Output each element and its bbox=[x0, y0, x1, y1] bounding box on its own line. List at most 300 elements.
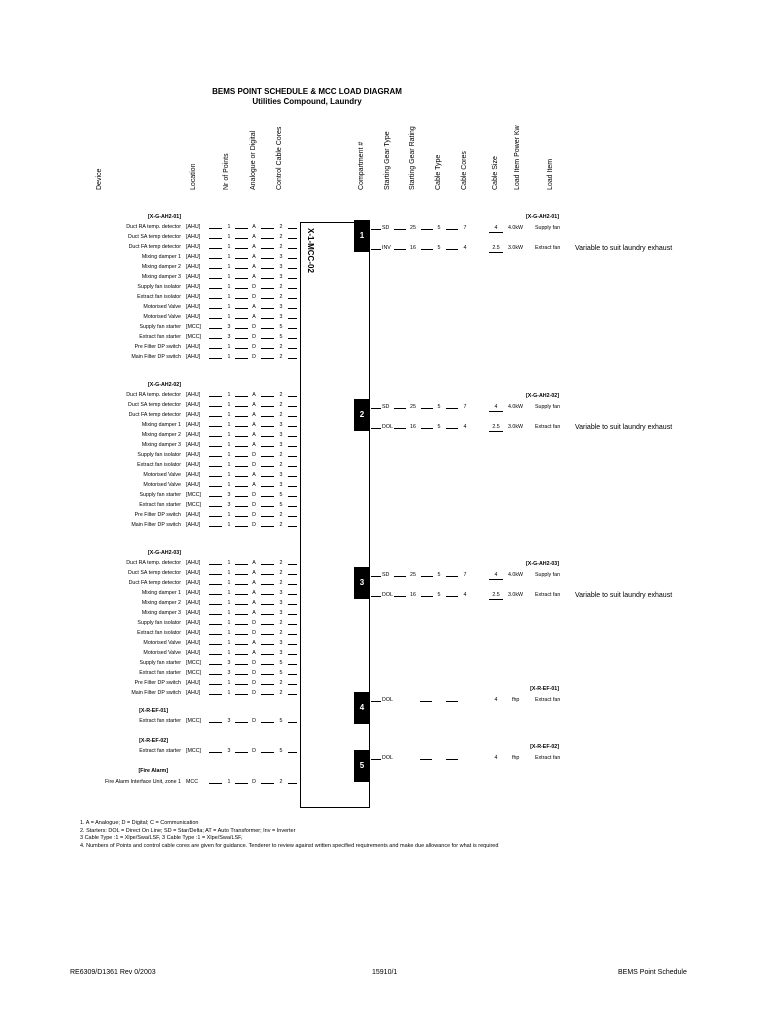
analogue-digital: A bbox=[252, 600, 256, 606]
analogue-digital: A bbox=[252, 472, 256, 478]
connector-line bbox=[209, 258, 222, 259]
connector-line bbox=[209, 348, 222, 349]
connector-line bbox=[288, 436, 297, 437]
connector-line bbox=[421, 596, 433, 597]
starting-gear-rating: 25 bbox=[410, 572, 416, 578]
connector-line bbox=[261, 654, 274, 655]
compartment-tag: [X-G-AH2-02] bbox=[526, 393, 559, 399]
control-cable-cores: 2 bbox=[279, 224, 283, 230]
feeder-line bbox=[371, 229, 381, 230]
nr-points: 1 bbox=[227, 294, 231, 300]
nr-points: 3 bbox=[227, 748, 231, 754]
connector-line bbox=[288, 614, 297, 615]
connector-line bbox=[261, 446, 274, 447]
connector-line bbox=[235, 752, 248, 753]
connector-line bbox=[446, 596, 458, 597]
connector-line bbox=[261, 258, 274, 259]
connector-line bbox=[209, 624, 222, 625]
connector-line bbox=[261, 574, 274, 575]
connector-line bbox=[209, 654, 222, 655]
connector-line bbox=[288, 318, 297, 319]
analogue-digital: A bbox=[252, 422, 256, 428]
connector-line bbox=[235, 298, 248, 299]
analogue-digital: D bbox=[252, 522, 256, 528]
group-tag: [Fire Alarm] bbox=[138, 768, 168, 774]
load-item: Extract fan bbox=[535, 245, 561, 251]
control-cable-cores: 5 bbox=[279, 492, 283, 498]
analogue-digital: D bbox=[252, 718, 256, 724]
location: [AHU] bbox=[186, 412, 201, 418]
control-cable-cores: 3 bbox=[279, 482, 283, 488]
connector-line bbox=[288, 446, 297, 447]
connector-line bbox=[288, 308, 297, 309]
location: MCC bbox=[186, 779, 199, 785]
compartment-marker: 1 bbox=[354, 220, 370, 252]
location: [AHU] bbox=[186, 402, 201, 408]
location: [AHU] bbox=[186, 452, 201, 458]
col-header-starting-gear-type: Starting Gear Type bbox=[384, 131, 391, 190]
connector-line bbox=[235, 436, 248, 437]
starting-gear-type: SD bbox=[382, 225, 390, 231]
connector-line bbox=[209, 238, 222, 239]
starting-gear-type: DOL bbox=[382, 755, 393, 761]
connector-line bbox=[209, 584, 222, 585]
nr-points: 1 bbox=[227, 590, 231, 596]
connector-line bbox=[209, 466, 222, 467]
control-cable-cores: 3 bbox=[279, 650, 283, 656]
connector-line bbox=[209, 674, 222, 675]
cable-cores: 7 bbox=[463, 572, 467, 578]
control-cable-cores: 3 bbox=[279, 640, 283, 646]
connector-line bbox=[235, 416, 248, 417]
load-item: Supply fan bbox=[535, 404, 561, 410]
analogue-digital: D bbox=[252, 660, 256, 666]
location: [MCC] bbox=[186, 670, 202, 676]
device-name: Mixing damper 3 bbox=[141, 274, 181, 280]
analogue-digital: D bbox=[252, 354, 256, 360]
connector-line bbox=[288, 228, 297, 229]
control-cable-cores: 5 bbox=[279, 502, 283, 508]
connector-line bbox=[394, 596, 406, 597]
location: [AHU] bbox=[186, 422, 201, 428]
connector-line bbox=[288, 752, 297, 753]
connector-line bbox=[209, 248, 222, 249]
analogue-digital: D bbox=[252, 452, 256, 458]
col-header-compartment: Compartment # bbox=[358, 141, 365, 190]
connector-line bbox=[209, 426, 222, 427]
analogue-digital: A bbox=[252, 590, 256, 596]
location: [AHU] bbox=[186, 462, 201, 468]
device-name: Extract fan isolator bbox=[137, 630, 181, 636]
nr-points: 1 bbox=[227, 650, 231, 656]
load-note: Variable to suit laundry exhaust bbox=[575, 245, 673, 252]
connector-line bbox=[288, 348, 297, 349]
load-power: 4.0kW bbox=[508, 404, 524, 410]
location: [AHU] bbox=[186, 344, 201, 350]
location: [MCC] bbox=[186, 502, 202, 508]
connector-line bbox=[235, 406, 248, 407]
group-tag: [X-G-AH2-02] bbox=[148, 382, 181, 388]
control-cable-cores: 2 bbox=[279, 244, 283, 250]
nr-points: 1 bbox=[227, 560, 231, 566]
location: [AHU] bbox=[186, 560, 201, 566]
starting-gear-rating: 16 bbox=[410, 592, 416, 598]
connector-line bbox=[235, 684, 248, 685]
compartment-marker: 3 bbox=[354, 567, 370, 599]
control-cable-cores: 3 bbox=[279, 590, 283, 596]
connector-line bbox=[235, 268, 248, 269]
analogue-digital: A bbox=[252, 650, 256, 656]
analogue-digital: D bbox=[252, 630, 256, 636]
location: [AHU] bbox=[186, 274, 201, 280]
location: [AHU] bbox=[186, 392, 201, 398]
location: [AHU] bbox=[186, 284, 201, 290]
connector-line bbox=[446, 408, 458, 409]
connector-line bbox=[261, 268, 274, 269]
connector-line bbox=[288, 574, 297, 575]
device-name: Supply fan isolator bbox=[137, 452, 181, 458]
connector-line bbox=[209, 396, 222, 397]
connector-line bbox=[288, 466, 297, 467]
connector-line bbox=[261, 298, 274, 299]
load-item: Supply fan bbox=[535, 572, 561, 578]
nr-points: 1 bbox=[227, 620, 231, 626]
analogue-digital: A bbox=[252, 412, 256, 418]
cable-cores: 7 bbox=[463, 404, 467, 410]
connector-line bbox=[288, 664, 297, 665]
device-name: Duct FA temp detector bbox=[128, 244, 181, 250]
connector-line bbox=[235, 584, 248, 585]
feeder-line bbox=[371, 576, 381, 577]
cable-size: 4 bbox=[489, 404, 503, 412]
device-name: Extract fan starter bbox=[139, 502, 181, 508]
location: [AHU] bbox=[186, 294, 201, 300]
feeder-line bbox=[371, 428, 381, 429]
connector-line bbox=[261, 564, 274, 565]
control-cable-cores: 5 bbox=[279, 748, 283, 754]
analogue-digital: A bbox=[252, 264, 256, 270]
cable-type: 5 bbox=[437, 572, 441, 578]
connector-line bbox=[288, 456, 297, 457]
device-name: Extract fan starter bbox=[139, 748, 181, 754]
connector-line bbox=[261, 644, 274, 645]
connector-line bbox=[261, 456, 274, 457]
connector-line bbox=[261, 752, 274, 753]
control-cable-cores: 3 bbox=[279, 472, 283, 478]
control-cable-cores: 3 bbox=[279, 422, 283, 428]
load-power: fhp bbox=[512, 697, 520, 703]
control-cable-cores: 3 bbox=[279, 600, 283, 606]
connector-line bbox=[235, 654, 248, 655]
connector-line bbox=[288, 722, 297, 723]
device-name: Duct SA temp detector bbox=[128, 234, 181, 240]
connector-line bbox=[394, 229, 406, 230]
device-name: Supply fan isolator bbox=[137, 284, 181, 290]
load-power: fhp bbox=[512, 755, 520, 761]
connector-line bbox=[288, 634, 297, 635]
control-cable-cores: 2 bbox=[279, 779, 283, 785]
starting-gear-rating: 16 bbox=[410, 424, 416, 430]
connector-line bbox=[235, 624, 248, 625]
cable-size: 4 bbox=[494, 755, 498, 761]
mcc-panel-id: X-1-MCC-02 bbox=[306, 228, 315, 273]
connector-line bbox=[235, 278, 248, 279]
feeder-line bbox=[371, 701, 381, 702]
load-power: 3.0kW bbox=[508, 592, 524, 598]
compartment-marker: 2 bbox=[354, 399, 370, 431]
connector-line bbox=[288, 644, 297, 645]
control-cable-cores: 5 bbox=[279, 660, 283, 666]
connector-line bbox=[261, 604, 274, 605]
nr-points: 1 bbox=[227, 244, 231, 250]
cable-size: 2.5 bbox=[489, 245, 503, 253]
notes-list bbox=[80, 820, 498, 850]
connector-line bbox=[209, 328, 222, 329]
group-tag: [X-R-EF-02] bbox=[139, 738, 168, 744]
footer-document-title: BEMS Point Schedule bbox=[618, 969, 687, 976]
nr-points: 3 bbox=[227, 334, 231, 340]
nr-points: 1 bbox=[227, 304, 231, 310]
connector-line bbox=[235, 426, 248, 427]
device-name: Motorised Valve bbox=[143, 472, 181, 478]
col-header-control-cable-cores: Control Cable Cores bbox=[276, 126, 283, 190]
connector-line bbox=[288, 238, 297, 239]
connector-line bbox=[235, 456, 248, 457]
location: [AHU] bbox=[186, 512, 201, 518]
analogue-digital: D bbox=[252, 334, 256, 340]
connector-line bbox=[235, 604, 248, 605]
device-name: Extract fan isolator bbox=[137, 462, 181, 468]
nr-points: 1 bbox=[227, 274, 231, 280]
control-cable-cores: 2 bbox=[279, 294, 283, 300]
compartment-tag: [X-G-AH2-03] bbox=[526, 561, 559, 567]
device-name: Main Filter DP switch bbox=[131, 690, 181, 696]
connector-line bbox=[209, 278, 222, 279]
connector-line bbox=[209, 338, 222, 339]
connector-line bbox=[235, 526, 248, 527]
connector-line bbox=[288, 258, 297, 259]
col-header-cable-size: Cable Size bbox=[492, 156, 499, 190]
analogue-digital: D bbox=[252, 284, 256, 290]
nr-points: 3 bbox=[227, 324, 231, 330]
connector-line bbox=[235, 516, 248, 517]
control-cable-cores: 2 bbox=[279, 344, 283, 350]
device-name: Main Filter DP switch bbox=[131, 354, 181, 360]
nr-points: 1 bbox=[227, 392, 231, 398]
footer-document-ref: RE6309/D1361 Rev 0/2003 bbox=[70, 969, 156, 976]
location: [AHU] bbox=[186, 690, 201, 696]
connector-line bbox=[209, 564, 222, 565]
device-name: Fire Alarm Interface Unit, zone 1 bbox=[105, 779, 181, 785]
load-item: Extract fan bbox=[535, 424, 561, 430]
connector-line bbox=[261, 328, 274, 329]
analogue-digital: D bbox=[252, 670, 256, 676]
control-cable-cores: 3 bbox=[279, 264, 283, 270]
connector-line bbox=[261, 248, 274, 249]
location: [MCC] bbox=[186, 660, 202, 666]
control-cable-cores: 2 bbox=[279, 560, 283, 566]
connector-line bbox=[261, 318, 274, 319]
connector-line bbox=[209, 406, 222, 407]
starting-gear-rating: 25 bbox=[410, 225, 416, 231]
nr-points: 1 bbox=[227, 284, 231, 290]
load-power: 3.0kW bbox=[508, 245, 524, 251]
device-name: Duct SA temp detector bbox=[128, 570, 181, 576]
connector-line bbox=[288, 248, 297, 249]
connector-line bbox=[235, 466, 248, 467]
location: [AHU] bbox=[186, 264, 201, 270]
nr-points: 3 bbox=[227, 718, 231, 724]
connector-line bbox=[261, 516, 274, 517]
location: [AHU] bbox=[186, 680, 201, 686]
analogue-digital: D bbox=[252, 492, 256, 498]
connector-line bbox=[235, 614, 248, 615]
load-power: 4.0kW bbox=[508, 572, 524, 578]
connector-line bbox=[288, 406, 297, 407]
analogue-digital: D bbox=[252, 344, 256, 350]
location: [AHU] bbox=[186, 620, 201, 626]
device-name: Duct FA temp detector bbox=[128, 412, 181, 418]
cable-type: 5 bbox=[437, 592, 441, 598]
connector-line bbox=[288, 268, 297, 269]
connector-line bbox=[261, 634, 274, 635]
connector-line bbox=[394, 428, 406, 429]
nr-points: 1 bbox=[227, 512, 231, 518]
analogue-digital: D bbox=[252, 294, 256, 300]
control-cable-cores: 2 bbox=[279, 412, 283, 418]
connector-line bbox=[235, 248, 248, 249]
connector-line bbox=[209, 456, 222, 457]
col-header-starting-gear-rating: Starting Gear Rating bbox=[409, 126, 416, 190]
location: [MCC] bbox=[186, 748, 202, 754]
page-subtitle: Utilities Compound, Laundry bbox=[252, 97, 362, 106]
control-cable-cores: 3 bbox=[279, 254, 283, 260]
analogue-digital: A bbox=[252, 224, 256, 230]
connector-line bbox=[261, 416, 274, 417]
connector-line bbox=[235, 644, 248, 645]
nr-points: 1 bbox=[227, 314, 231, 320]
connector-line bbox=[235, 328, 248, 329]
location: [AHU] bbox=[186, 254, 201, 260]
device-name: Mixing damper 2 bbox=[141, 432, 181, 438]
nr-points: 1 bbox=[227, 580, 231, 586]
connector-line bbox=[209, 308, 222, 309]
connector-line bbox=[261, 436, 274, 437]
control-cable-cores: 3 bbox=[279, 442, 283, 448]
connector-line bbox=[235, 674, 248, 675]
connector-line bbox=[288, 288, 297, 289]
connector-line bbox=[235, 722, 248, 723]
cable-size: 2.5 bbox=[489, 592, 503, 600]
nr-points: 1 bbox=[227, 234, 231, 240]
location: [MCC] bbox=[186, 334, 202, 340]
connector-line bbox=[261, 228, 274, 229]
connector-line bbox=[209, 228, 222, 229]
nr-points: 1 bbox=[227, 640, 231, 646]
load-note: Variable to suit laundry exhaust bbox=[575, 592, 673, 599]
connector-line bbox=[288, 476, 297, 477]
connector-line bbox=[209, 644, 222, 645]
group-tag: [X-G-AH2-01] bbox=[148, 214, 181, 220]
nr-points: 3 bbox=[227, 502, 231, 508]
device-name: Mixing damper 2 bbox=[141, 264, 181, 270]
connector-line bbox=[288, 594, 297, 595]
location: [AHU] bbox=[186, 354, 201, 360]
connector-line bbox=[261, 238, 274, 239]
nr-points: 1 bbox=[227, 570, 231, 576]
analogue-digital: D bbox=[252, 620, 256, 626]
device-name: Pre Filter DP switch bbox=[134, 512, 181, 518]
connector-line bbox=[288, 654, 297, 655]
connector-line bbox=[446, 701, 458, 702]
analogue-digital: A bbox=[252, 442, 256, 448]
connector-line bbox=[235, 358, 248, 359]
control-cable-cores: 2 bbox=[279, 690, 283, 696]
device-name: Extract fan starter bbox=[139, 670, 181, 676]
connector-line bbox=[261, 278, 274, 279]
connector-line bbox=[261, 288, 274, 289]
device-name: Mixing damper 3 bbox=[141, 442, 181, 448]
feeder-line bbox=[371, 408, 381, 409]
cable-cores: 7 bbox=[463, 225, 467, 231]
connector-line bbox=[209, 574, 222, 575]
connector-line bbox=[209, 722, 222, 723]
nr-points: 1 bbox=[227, 354, 231, 360]
connector-line bbox=[209, 526, 222, 527]
connector-line bbox=[261, 348, 274, 349]
nr-points: 1 bbox=[227, 432, 231, 438]
device-name: Duct RA temp. detector bbox=[126, 392, 181, 398]
connector-line bbox=[288, 358, 297, 359]
location: [AHU] bbox=[186, 610, 201, 616]
load-item: Extract fan bbox=[535, 592, 561, 598]
connector-line bbox=[235, 476, 248, 477]
connector-line bbox=[288, 564, 297, 565]
connector-line bbox=[446, 229, 458, 230]
location: [AHU] bbox=[186, 630, 201, 636]
location: [AHU] bbox=[186, 442, 201, 448]
location: [AHU] bbox=[186, 314, 201, 320]
nr-points: 1 bbox=[227, 522, 231, 528]
connector-line bbox=[261, 614, 274, 615]
connector-line bbox=[209, 594, 222, 595]
connector-line bbox=[209, 783, 222, 784]
nr-points: 1 bbox=[227, 344, 231, 350]
connector-line bbox=[235, 564, 248, 565]
connector-line bbox=[288, 278, 297, 279]
connector-line bbox=[261, 506, 274, 507]
nr-points: 1 bbox=[227, 402, 231, 408]
connector-line bbox=[235, 694, 248, 695]
col-header-device: Device bbox=[96, 168, 103, 190]
connector-line bbox=[235, 338, 248, 339]
connector-line bbox=[209, 486, 222, 487]
connector-line bbox=[261, 722, 274, 723]
nr-points: 1 bbox=[227, 690, 231, 696]
analogue-digital: A bbox=[252, 392, 256, 398]
connector-line bbox=[261, 426, 274, 427]
load-item: Supply fan bbox=[535, 225, 561, 231]
connector-line bbox=[421, 576, 433, 577]
connector-line bbox=[288, 584, 297, 585]
group-tag: [X-G-AH2-03] bbox=[148, 550, 181, 556]
compartment-tag: [X-R-EF-02] bbox=[530, 744, 559, 750]
location: [AHU] bbox=[186, 244, 201, 250]
control-cable-cores: 5 bbox=[279, 324, 283, 330]
connector-line bbox=[261, 308, 274, 309]
connector-line bbox=[421, 408, 433, 409]
cable-cores: 4 bbox=[463, 424, 467, 430]
